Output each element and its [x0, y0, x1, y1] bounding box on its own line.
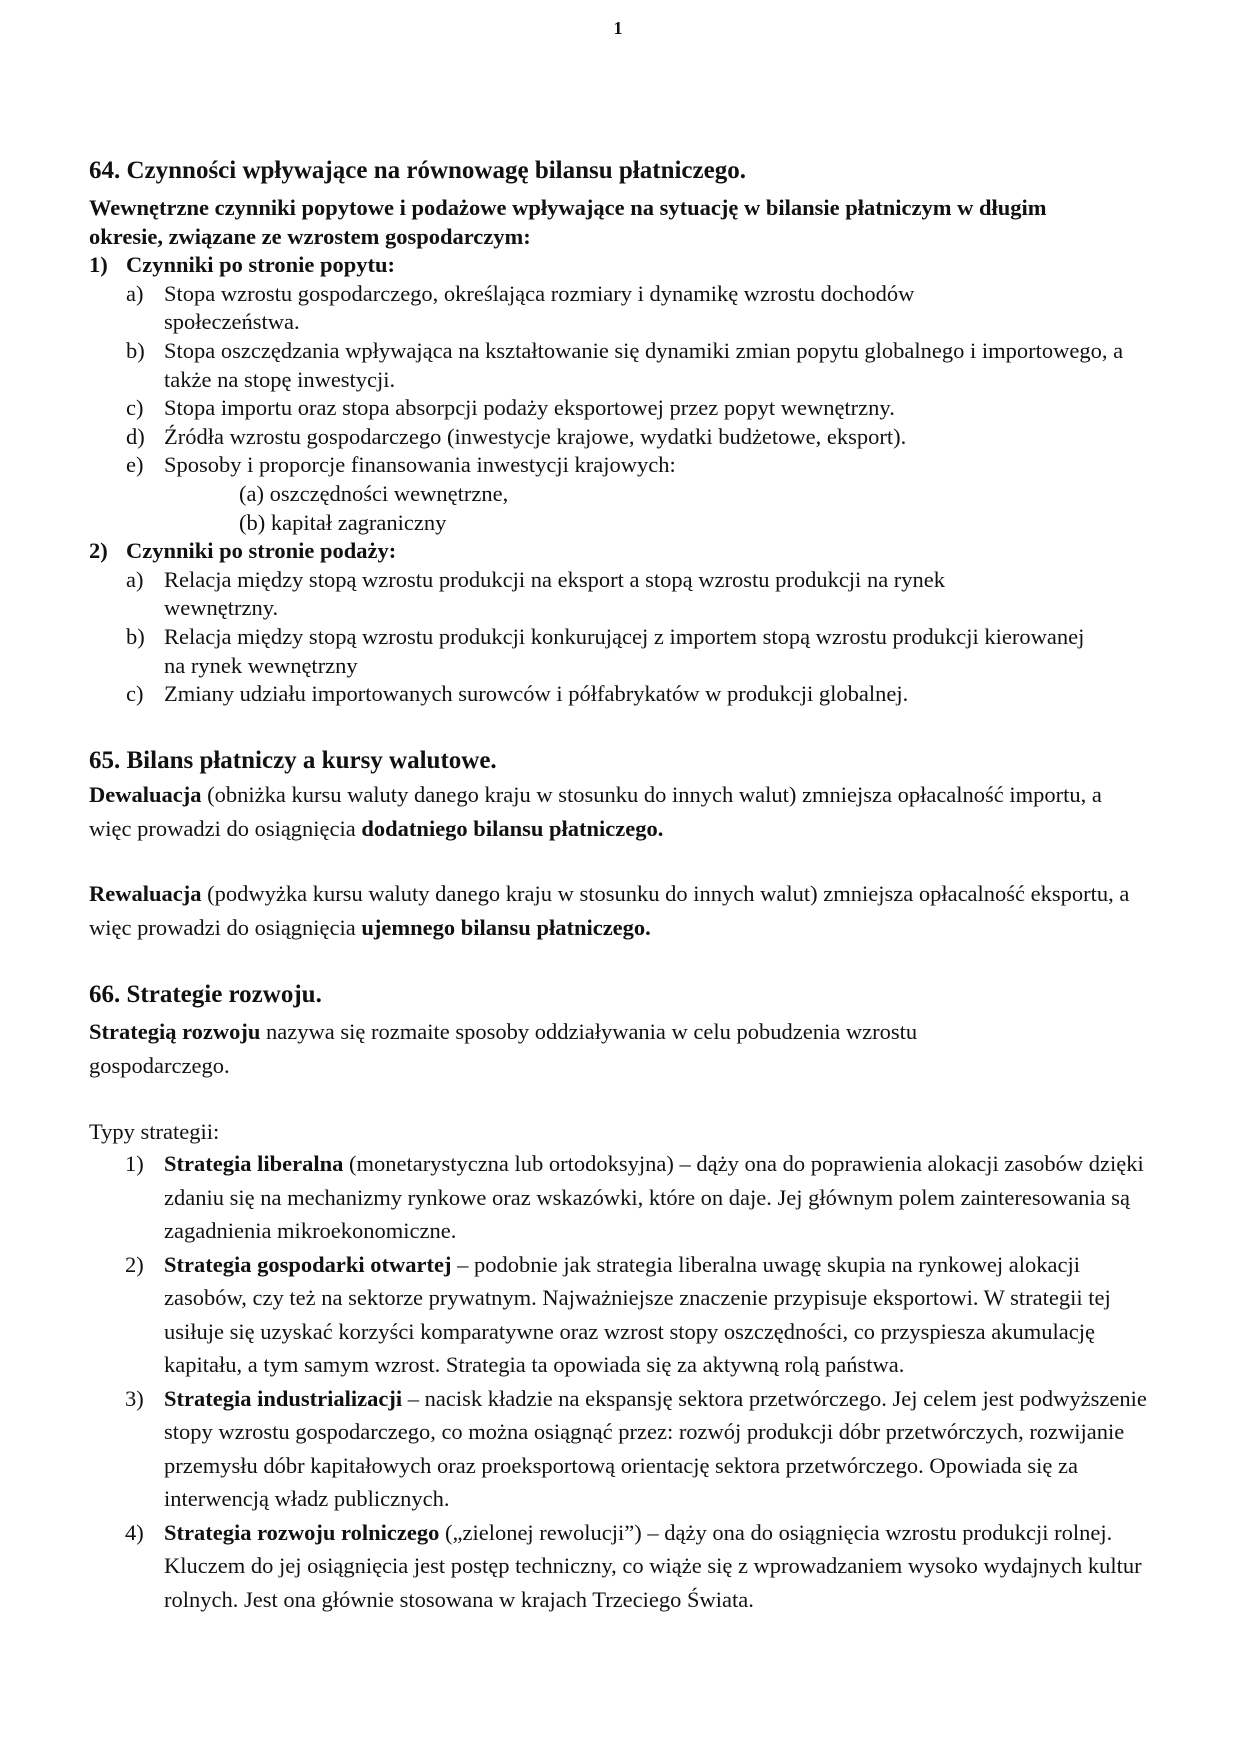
item-text: Stopa wzrostu gospodarczego, określająca rozmiary i dynamikę wzrostu dochodów społeczeństwa. — [164, 280, 915, 335]
item-text: Źródła wzrostu gospodarczego (inwestycje krajowe, wydatki budżetowe, eksport). — [164, 423, 907, 449]
item-text: Stopa importu oraz stopa absorpcji podaży eksportowej przez popyt wewnętrzny. — [164, 395, 895, 421]
emphasis: ujemnego bilansu płatniczego. — [361, 914, 651, 940]
group-title: Czynniki po stronie podaży: — [126, 538, 397, 564]
item-label: c) — [126, 395, 144, 421]
list-item — [126, 423, 1149, 452]
item-text: Stopa oszczędzania wpływająca na kształtowanie się dynamiki zmian popytu globalnego i importowego, a także na stopę inwestycji. — [164, 337, 1124, 392]
section-66-intro — [89, 1015, 1049, 1082]
text: – podobnie jak strategia liberalna uwagę skupia na rynkowej alokacji zasobów, czy też na sektorze prywatnym. Najważniejsze znaczenie przypisuje eksportowi. W strategii tej usiłuje się uzyskać korzyści komparatywne oraz wzrost stopy oszczędności, co przyspiesza akumulację kapitału, a tym samym wzrost. Strategia ta opowiada się za aktywną rolą państwa. — [164, 1251, 1111, 1377]
text: nazywa się rozmaite sposoby oddziaływania w celu pobudzenia wzrostu gospodarczego. — [89, 1019, 918, 1078]
term: Dewaluacja — [89, 782, 202, 807]
section-66-title: 66. Strategie rozwoju. — [89, 981, 322, 1008]
item-label: a) — [126, 566, 144, 592]
item-text: Zmiany udziału importowanych surowców i półfabrykatów w produkcji globalnej. — [164, 681, 909, 707]
sub-item: (a) oszczędności wewnętrzne, — [239, 480, 509, 506]
term: Strategia gospodarki otwartej — [164, 1251, 452, 1277]
text: (podwyżka kursu waluty danego kraju w stosunku do innych walut) zmniejsza opłacalność eksportu, a więc prowadzi do osiągnięcia — [89, 881, 1130, 940]
item-text: Relacja między stopą wzrostu produkcji na eksport a stopą wzrostu produkcji na rynek wewnętrzny. — [164, 566, 946, 621]
text: (obniżka kursu waluty danego kraju w stosunku do innych walut) zmniejsza opłacalność importu, a więc prowadzi do osiągnięcia — [89, 782, 1102, 841]
emphasis: dodatniego bilansu płatniczego. — [361, 815, 664, 841]
list-item — [126, 680, 1149, 709]
list-item — [126, 623, 1149, 680]
paragraph-devaluation — [89, 778, 1149, 845]
section-64-intro: Wewnętrzne czynniki popytowe i podażowe wpływające na sytuację w bilansie płatniczym w długim okresie, związane ze wzrostem gospodarczym: — [89, 195, 1047, 249]
item-label: 4) — [125, 1519, 144, 1545]
item-label: c) — [126, 681, 144, 707]
term: Strategia rozwoju rolniczego — [164, 1519, 440, 1545]
item-label: 2) — [125, 1251, 144, 1277]
group-heading — [89, 537, 1149, 566]
list-item — [89, 1516, 1159, 1617]
group-heading — [89, 251, 1149, 280]
list-item — [126, 451, 1149, 480]
item-label: d) — [126, 423, 145, 449]
item-text: Relacja między stopą wzrostu produkcji konkurującej z importem stopą wzrostu produkcji kierowanej na rynek wewnętrzny — [164, 623, 1085, 678]
section-64-title: 64. Czynności wpływające na równowagę bilansu płatniczego. — [89, 157, 746, 184]
term: Rewaluacja — [89, 881, 202, 906]
item-label: b) — [126, 337, 145, 363]
types-label: Typy strategii: — [89, 1119, 220, 1144]
item-label: 1) — [125, 1151, 144, 1176]
list-item — [89, 1248, 1159, 1382]
text: – nacisk kładzie na ekspansję sektora przetwórczego. Jej celem jest podwyższenie stopy wzrostu gospodarczego, co można osiągnąć przez: rozwój produkcji dóbr przetwórczych, rozwijanie przemysłu dóbr kapitałowych oraz proeksportową orientację sektora przetwórczego. Opowiada się za interwencją władz publicznych. — [164, 1385, 1147, 1511]
list-item — [126, 566, 1149, 623]
section-65-title: 65. Bilans płatniczy a kursy walutowe. — [89, 747, 497, 774]
page-number: 1 — [613, 18, 623, 38]
sub-item: (b) kapitał zagraniczny — [239, 509, 447, 535]
paragraph-revaluation — [89, 877, 1149, 944]
section-64-body — [89, 194, 1149, 709]
item-text: Sposoby i proporcje finansowania inwestycji krajowych: — [164, 452, 676, 478]
group-label: 2) — [89, 538, 108, 564]
list-item — [126, 280, 1149, 337]
term: Strategia industrializacji — [164, 1385, 403, 1411]
list-item — [126, 394, 1149, 423]
item-label: e) — [126, 452, 144, 478]
text: („zielonej rewolucji”) – dąży ona do osiągnięcia wzrostu produkcji rolnej. Kluczem do jej osiągnięcia jest postęp techniczny, co wiąże się z wprowadzaniem wysoko wydajnych kultur rolnych. Jest ona głównie stosowana w krajach Trzeciego Świata. — [164, 1519, 1142, 1612]
item-label: a) — [126, 280, 144, 306]
item-label: b) — [126, 623, 145, 649]
group-label: 1) — [89, 252, 108, 278]
list-item — [89, 1382, 1159, 1516]
term: Strategia liberalna — [164, 1151, 344, 1176]
strategy-list — [89, 1147, 1159, 1616]
term: Strategią rozwoju — [89, 1019, 261, 1044]
group-title: Czynniki po stronie popytu: — [126, 252, 396, 278]
text: (monetarystyczna lub ortodoksyjna) – dąży ona do poprawienia alokacji zasobów dzięki zdaniu się na mechanizmy rynkowe oraz wskazówki, które on daje. Jej głównym polem zainteresowania są zagadnienia mikroekonomiczne. — [164, 1151, 1144, 1243]
item-label: 3) — [125, 1385, 144, 1411]
list-item — [89, 1147, 1159, 1248]
list-item — [126, 337, 1149, 394]
